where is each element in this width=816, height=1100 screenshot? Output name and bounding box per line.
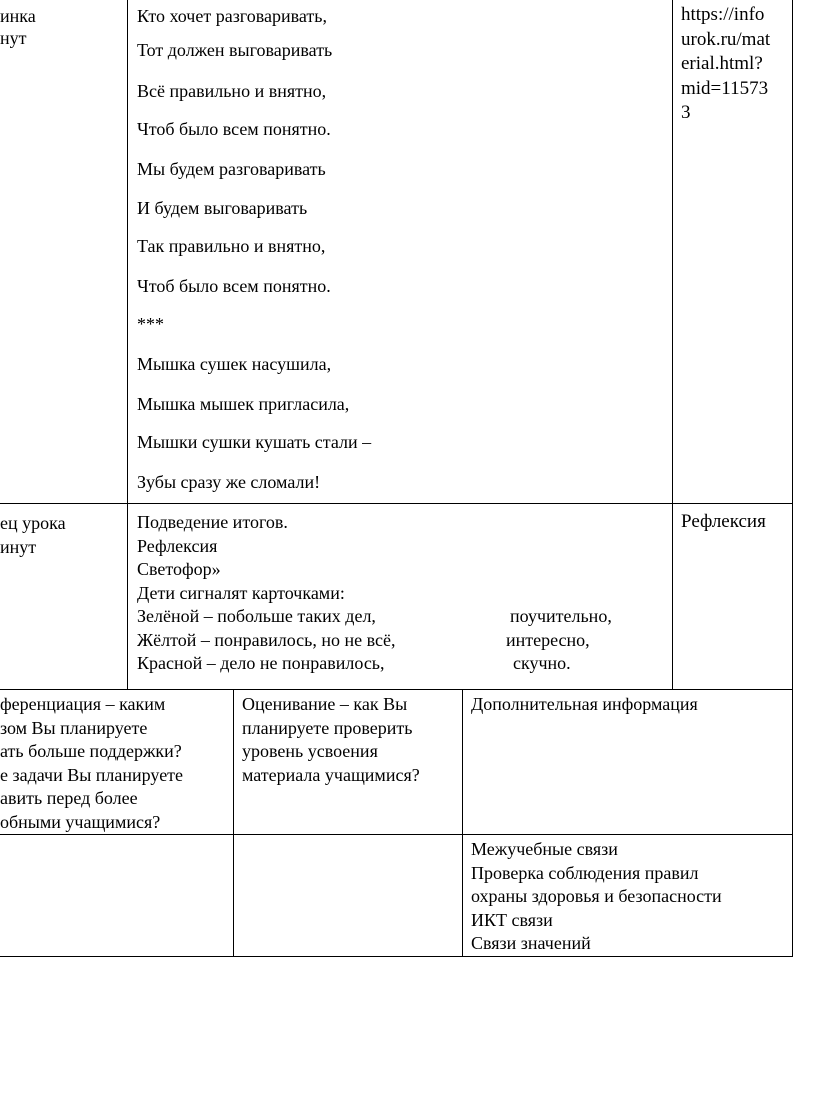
signal-green-meaning: поучительно, [510, 606, 612, 626]
signal-red-meaning: скучно. [513, 653, 571, 673]
resource-link-line: erial.html? [681, 53, 763, 74]
poem-line: Мышка мышек пригласила, [137, 394, 350, 414]
differentiation-header [0, 693, 232, 834]
poem-line: Мы будем разговаривать [137, 159, 326, 179]
bottom-table-row-divider [0, 834, 793, 835]
stage-line: инка [0, 6, 36, 26]
table-bottom-border [0, 956, 793, 957]
additional-info-line: Проверка соблюдения правил [471, 862, 699, 883]
differentiation-line: е задачи Вы планируете [0, 764, 184, 785]
signal-green-text: Зелёной – побольше таких дел, [137, 606, 376, 626]
stage-line: ец урока [0, 513, 66, 533]
summary-line: Светофор» [137, 559, 221, 579]
poem-line: Мышка сушек насушила, [137, 354, 332, 374]
signal-row-green [137, 605, 612, 629]
resource-link-line: urok.ru/mat [681, 28, 771, 50]
differentiation-line: обными учащимися? [0, 811, 161, 832]
additional-info-line: Межучебные связи [471, 839, 618, 859]
summary-line: Дети сигналят карточками: [137, 582, 345, 603]
additional-info-line: ИКТ связи [471, 909, 553, 930]
differentiation-line: авить перед более [0, 788, 138, 808]
bottom-table-col-divider-2 [462, 689, 463, 957]
stage-cell-warmup [0, 5, 36, 49]
reflection-block [137, 511, 612, 676]
stage-line: инут [0, 537, 37, 557]
bottom-table-col-divider-1 [233, 689, 234, 957]
summary-line: Подведение итогов. [137, 512, 288, 532]
resource-link[interactable] [681, 3, 770, 126]
signal-yellow-meaning: интересно, [506, 629, 590, 650]
stage-cell-end-of-lesson [0, 511, 66, 559]
resource-link-line: https://info [681, 4, 765, 25]
top-table-row-divider [0, 503, 793, 504]
poem-line: Чтоб было всем понятно. [137, 119, 331, 139]
assessment-line: уровень усвоения [242, 741, 378, 761]
poem-line: Так правильно и внятно, [137, 236, 326, 256]
signal-yellow-text: Жёлтой – понравилось, но не всё, [137, 629, 396, 650]
table-section-divider [0, 689, 793, 690]
additional-info-content [471, 838, 722, 956]
poem-line: Кто хочет разговаривать, [137, 6, 327, 26]
signal-row-yellow [137, 629, 590, 653]
summary-line: Рефлексия [137, 535, 218, 556]
resource-reflection: Рефлексия [681, 511, 766, 532]
assessment-line: материала учащимися? [242, 764, 420, 785]
top-table-col-divider-1 [127, 0, 128, 690]
signal-row-red [137, 652, 571, 676]
poem-line: Мышки сушки кушать стали – [137, 432, 372, 452]
top-table-col-divider-2 [672, 0, 673, 690]
differentiation-line: ференциация – каким [0, 694, 166, 714]
poem-line: Всё правильно и внятно, [137, 81, 327, 101]
assessment-line: планируете проверить [242, 717, 413, 738]
resource-link-line: mid=11573 [681, 77, 769, 99]
differentiation-line: ать больше поддержки? [0, 741, 182, 761]
poem-line: Тот должен выговаривать [137, 40, 333, 60]
poem-line: Зубы сразу же сломали! [137, 472, 321, 492]
additional-info-header: Дополнительная информация [471, 694, 698, 714]
poem-line: И будем выговаривать [137, 198, 308, 218]
resource-link-line: 3 [681, 102, 691, 123]
poem-separator: *** [137, 314, 164, 334]
table-right-border [792, 0, 793, 957]
assessment-line: Оценивание – как Вы [242, 694, 408, 714]
assessment-header [242, 693, 420, 787]
poem-line: Чтоб было всем понятно. [137, 276, 331, 296]
signal-red-text: Красной – дело не понравилось, [137, 653, 385, 673]
stage-line: нут [0, 28, 27, 48]
additional-info-line: охраны здоровья и безопасности [471, 886, 722, 906]
differentiation-line: зом Вы планируете [0, 717, 148, 738]
additional-info-line: Связи значений [471, 933, 591, 953]
